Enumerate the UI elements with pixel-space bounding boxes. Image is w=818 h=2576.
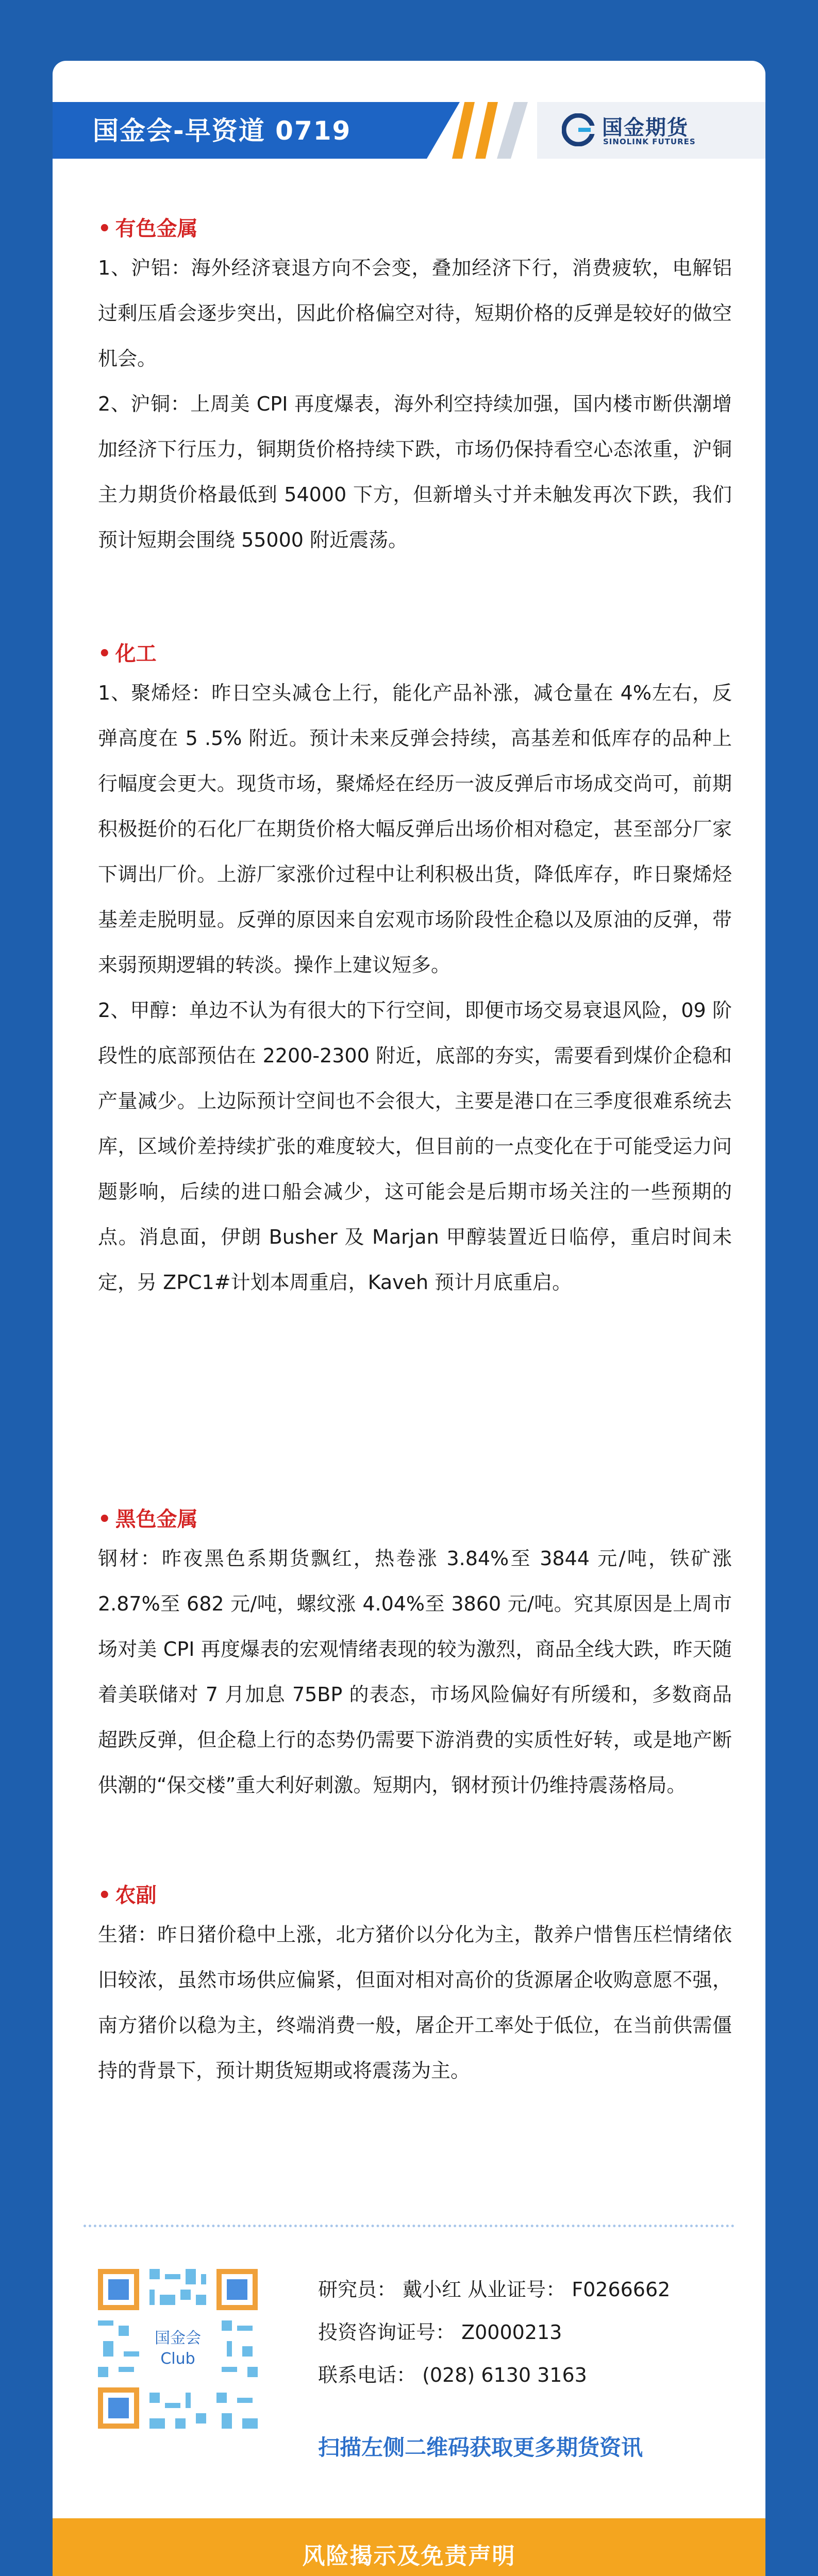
logo-chinese-text: 国金期货 [602, 116, 689, 140]
scan-qr-prompt[interactable]: 扫描左侧二维码获取更多期货资讯 [318, 2435, 643, 2460]
header-stripe [497, 102, 528, 159]
report-card [53, 61, 765, 2576]
bullet-icon: • [98, 217, 111, 241]
paragraph: 2、甲醇：单边不认为有很大的下行空间，即便市场交易衰退风险，09 阶段性的底部预估在 2200-2300 附近，底部的夯实，需要看到煤价企稳和产量减少。上边际预计空间也不会很大，主要是港口在三季度很难系统去库，区域价差持续扩张的难度较大，但目前的一点变化在于可能受运力问题影响，后续的进口船会减少，这可能会是后期市场关注的一些预期的点。消息面，伊朗 Busher 及 Marjan 甲醇装置近日临停，重启时间未定，另 ZPC1#计划本周重启，Kaveh 预计月底重启。 [98, 999, 732, 1294]
paragraph: 2、沪铜：上周美 CPI 再度爆表，海外利空持续加强，国内楼市断供潮增加经济下行压力，铜期货价格持续下跌，市场仍保持看空心态浓重，沪铜主力期货价格最低到 54000 下方，但新增头寸并未触发再次下跌，我们预计短期会围绕 55000 附近震荡。 [98, 393, 732, 551]
page-title: 国金会-早资道 0719 [93, 116, 352, 146]
contact-phone: 联系电话： (028) 6130 3163 [318, 2364, 587, 2386]
section-nonferrous-metals [98, 215, 732, 563]
qr-code-icon [93, 2264, 263, 2434]
section-title [98, 1882, 732, 1909]
section-ferrous-metals [98, 1506, 732, 1808]
researcher-info: 研究员： 戴小红 从业证号： F0266662 [318, 2278, 671, 2301]
qr-label-line: 国金会 [155, 2329, 201, 2347]
section-title [98, 1506, 732, 1533]
header-stripe [475, 102, 498, 159]
consult-cert-number: 投资咨询证号： Z0000213 [318, 2321, 562, 2344]
bullet-icon: • [98, 1507, 111, 1531]
section-title-text: 农副 [115, 1884, 157, 1907]
dotted-divider [84, 2225, 734, 2227]
paragraph: 钢材：昨夜黑色系期货飘红，热卷涨 3.84%至 3844 元/吨，铁矿涨 2.87%至 682 元/吨，螺纹涨 4.04%至 3860 元/吨。究其原因是上周市场对美 CPI 再度爆表的宏观情绪表现的较为激烈，商品全线大跌，昨天随着美联储对 7 月加息 75BP 的表态，市场风险偏好有所缓和，多数商品超跌反弹，但企稳上行的态势仍需要下游消费的实质性好转，或是地产断供潮的“保交楼”重大利好刺激。短期内，钢材预计仍维持震荡格局。 [98, 1547, 732, 1797]
section-title [98, 215, 732, 242]
qr-code[interactable] [93, 2264, 263, 2434]
paragraph: 1、沪铝：海外经济衰退方向不会变，叠加经济下行，消费疲软，电解铝过剩压盾会逐步突出，因此价格偏空对待，短期价格的反弹是较好的做空机会。 [98, 257, 732, 370]
section-title-text: 化工 [115, 642, 157, 666]
bullet-icon: • [98, 1884, 111, 1907]
section-chemicals [98, 640, 732, 1305]
bullet-icon: • [98, 642, 111, 666]
sinolink-logo-icon [562, 113, 595, 146]
logo-english-text: SINOLINK FUTURES [603, 137, 696, 146]
brand-logo [537, 102, 765, 159]
section-agricultural [98, 1882, 732, 2093]
risk-disclaimer-banner: 风险揭示及免责声明 [53, 2518, 765, 2576]
paragraph: 生猪：昨日猪价稳中上涨，北方猪价以分化为主，散养户惜售压栏情绪依旧较浓，虽然市场供应偏紧，但面对相对高价的货源屠企收购意愿不强，南方猪价以稳为主，终端消费一般，屠企开工率处于低位，在当前供需僵持的背景下，预计期货短期或将震荡为主。 [98, 1923, 732, 2082]
header-stripe [452, 102, 475, 159]
paragraph: 1、聚烯烃：昨日空头减仓上行，能化产品补涨，减仓量在 4%左右，反弹高度在 5 .5% 附近。预计未来反弹会持续，高基差和低库存的品种上行幅度会更大。现货市场，聚烯烃在经历一波反弹后市场成交尚可，前期积极挺价的石化厂在期货价格大幅反弹后出场价相对稳定，甚至部分厂家下调出厂价。上游厂家涨价过程中让利积极出货，降低库存，昨日聚烯烃基差走脱明显。反弹的原因来自宏观市场阶段性企稳以及原油的反弹，带来弱预期逻辑的转淡。操作上建议短多。 [98, 682, 732, 976]
section-title-text: 黑色金属 [115, 1507, 198, 1531]
qr-label-line: Club [160, 2350, 195, 2368]
section-title [98, 640, 732, 667]
section-title-text: 有色金属 [115, 217, 198, 241]
